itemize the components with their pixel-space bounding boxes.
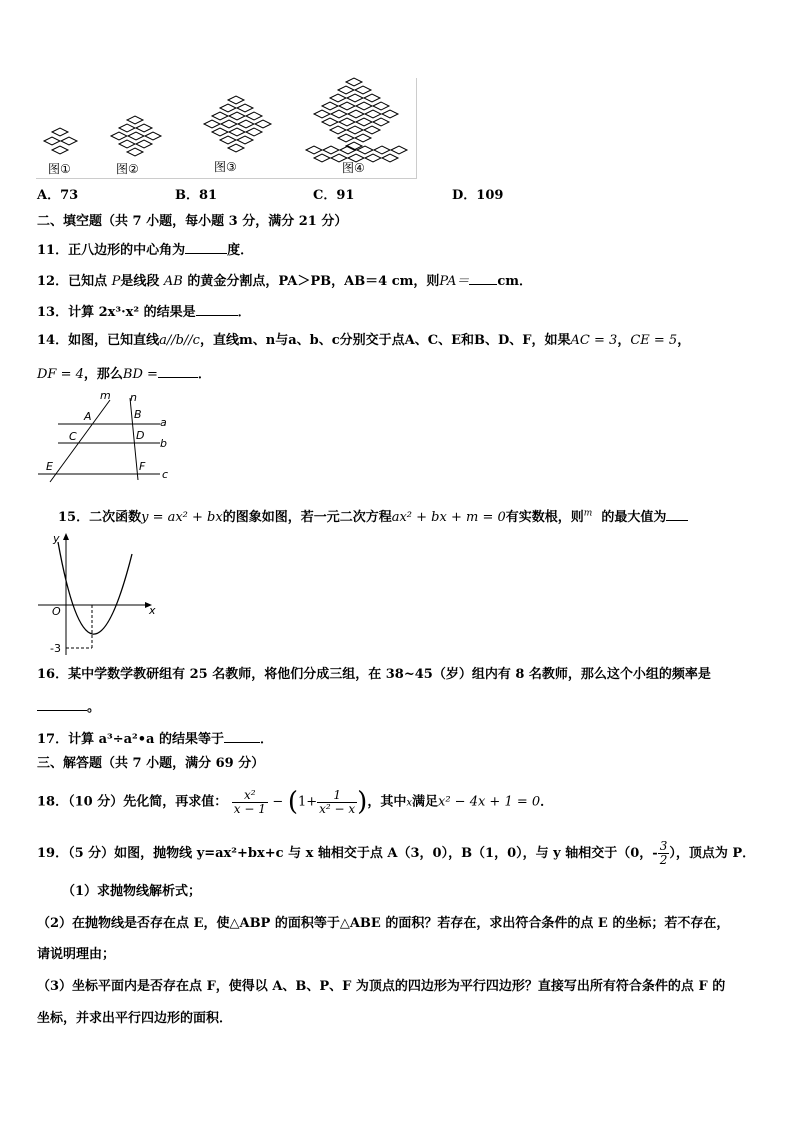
fig3-diamond-1-1 — [237, 104, 253, 112]
question-19-part2-line2: 请说明理由； — [37, 947, 116, 962]
option-c: C．91 — [313, 188, 355, 203]
label-B: B — [134, 408, 142, 421]
fig4-diamond-6-0 — [330, 126, 346, 134]
label-m: m — [100, 389, 111, 402]
question-19: 19．（5 分）如图，抛物线 y=ax²+bx+c 与 x 轴相交于点 A（3，0），B（1，0），与 y 轴相交于（0，- $\frac{3}{2}$ ），顶点为 P． — [37, 839, 756, 867]
fig2-diamond-3-0 — [119, 140, 135, 148]
fig4-diamond-x1-3 — [365, 154, 381, 162]
fig4-diamond-3-0 — [322, 102, 338, 110]
question-11: 11．正八边形的中心角为 度． — [37, 243, 254, 258]
fig4-diamond-1-0 — [338, 86, 354, 94]
label-C: C — [69, 430, 77, 443]
section-3-heading: 三、解答题（共 7 小题，满分 69 分） — [37, 756, 265, 771]
question-15: 15．二次函数y = ax² + bx的图象如图，若一元二次方程ax² + bx + m = 0有实数根，则$^m$ 的最大值为 — [58, 508, 688, 524]
fig4-diamond-3-2 — [356, 102, 372, 110]
label-x: x — [149, 604, 156, 617]
fig3-diamond-6-0 — [228, 144, 244, 152]
fraction-3-over-2: $\frac{3}{2}$ — [659, 839, 668, 867]
fig4-diamond-x0-0 — [306, 146, 322, 154]
fig4-diamond-3-3 — [373, 102, 389, 110]
label-c: c — [162, 468, 169, 481]
fig4-diamond-5-1 — [339, 118, 355, 126]
fig3-diamond-2-2 — [246, 112, 262, 120]
parabola-figure — [34, 530, 164, 658]
figure-label-4: 图④ — [342, 161, 365, 175]
question-19-part3-line2: 坐标，并求出平行四边形的面积． — [37, 1011, 233, 1026]
fig3-diamond-3-1 — [221, 120, 237, 128]
question-18: 18．（10 分）先化简，再求值： $\frac{\text{x²}}{x - 1}$ − (1+ $\frac{1}{\text{x² − x}}$ )，其中x满足x² − 4x + 1 = 0． — [37, 787, 554, 817]
option-b: B．81 — [175, 188, 218, 203]
label-F: F — [139, 460, 146, 473]
fig2-diamond-0-0 — [127, 116, 143, 124]
question-16-blank: 。 — [37, 698, 100, 714]
fig4-diamond-6-2 — [364, 126, 380, 134]
fig4-diamond-4-0 — [314, 110, 330, 118]
question-19-part3-line1: （3）坐标平面内是否存在点 F，使得以 A、B、P、F 为顶点的四边形为平行四边形？直接写出所有符合条件的点 F 的 — [37, 979, 726, 994]
fig4-diamond-x0-1 — [323, 146, 339, 154]
fig4-diamond-x0-5 — [391, 146, 407, 154]
fig4-diamond-2-1 — [347, 94, 363, 102]
fig1-diamond-2-0 — [52, 146, 68, 154]
label-A: A — [84, 410, 92, 423]
fig4-diamond-1-1 — [355, 86, 371, 94]
fig4-diamond-x0-4 — [374, 146, 390, 154]
pattern-figure — [36, 78, 417, 179]
fig4-diamond-6-1 — [347, 126, 363, 134]
fig1-diamond-1-1 — [61, 137, 77, 145]
question-12: 12．已知点 P是线段 AB 的黄金分割点，PA＞PB，AB＝4 cm，则PA＝ cm． — [37, 274, 533, 289]
fig3-diamond-3-0 — [204, 120, 220, 128]
figure-label-2: 图② — [116, 162, 139, 176]
fig4-diamond-4-1 — [331, 110, 347, 118]
fig4-diamond-2-0 — [330, 94, 346, 102]
y-axis-arrow-icon — [63, 533, 69, 540]
fig2-diamond-2-2 — [145, 132, 161, 140]
question-16: 16．某中学数学教研组有 25 名教师，将他们分成三组，在 38~45（岁）组内有 8 名教师，那么这个小组的频率是 — [37, 667, 711, 682]
fig3-diamond-4-0 — [212, 128, 228, 136]
fig4-diamond-x1-4 — [382, 154, 398, 162]
fig4-diamond-4-3 — [365, 110, 381, 118]
fig2-diamond-1-0 — [119, 124, 135, 132]
fig4-diamond-7-0 — [338, 134, 354, 142]
question-14-line1: 14．如图，已知直线a//b//c，直线m、n与a、b、c分别交于点A、C、E和B、D、F，如果AC = 3，CE = 5， — [37, 333, 691, 348]
fig4-diamond-5-3 — [373, 118, 389, 126]
question-19-part2-line1: （2）在抛物线是否存在点 E，使△ABP 的面积等于△ABE 的面积？若存在，求出符合条件的点 E 的坐标；若不存在， — [37, 916, 730, 931]
section-2-heading: 二、填空题（共 7 小题，每小题 3 分，满分 21 分） — [37, 214, 348, 229]
label-y: y — [53, 532, 60, 545]
fraction-2: $\frac{1}{\text{x² − x}}$ — [319, 787, 356, 816]
option-a: A．73 — [37, 188, 79, 203]
fig2-diamond-2-0 — [111, 132, 127, 140]
fig2-diamond-3-1 — [136, 140, 152, 148]
fig2-diamond-1-1 — [136, 124, 152, 132]
parabola-curve — [58, 542, 132, 634]
label-b: b — [160, 437, 167, 450]
label-origin: O — [52, 605, 61, 618]
fig3-diamond-2-1 — [229, 112, 245, 120]
option-d: D．109 — [452, 188, 504, 203]
fig4-diamond-4-4 — [382, 110, 398, 118]
label-D: D — [136, 429, 145, 442]
figure-label-1: 图① — [48, 162, 71, 176]
fig4-diamond-5-0 — [322, 118, 338, 126]
fig4-diamond-5-2 — [356, 118, 372, 126]
fig3-diamond-2-0 — [212, 112, 228, 120]
fig3-diamond-1-0 — [220, 104, 236, 112]
fraction-1: $\frac{\text{x²}}{x - 1}$ — [233, 787, 266, 816]
fig3-diamond-3-3 — [255, 120, 271, 128]
label-a: a — [160, 416, 167, 429]
question-13: 13．计算 2x³·x² 的结果是 ． — [37, 305, 251, 320]
fig3-diamond-4-2 — [246, 128, 262, 136]
fig3-diamond-0-0 — [228, 96, 244, 104]
fig4-diamond-2-2 — [364, 94, 380, 102]
fig4-diamond-3-1 — [339, 102, 355, 110]
line-m — [50, 400, 110, 482]
fig4-diamond-4-2 — [348, 110, 364, 118]
fig2-diamond-2-1 — [128, 132, 144, 140]
fig4-diamond-0-0 — [346, 78, 362, 86]
parallel-lines-figure — [36, 390, 176, 482]
label-n: n — [130, 391, 137, 404]
fig4-diamond-x1-0 — [314, 154, 330, 162]
question-19-part1: （1）求抛物线解析式； — [62, 884, 202, 899]
fig3-diamond-3-2 — [238, 120, 254, 128]
question-14-line2: DF = 4，那么BD = ． — [37, 367, 211, 382]
label-E: E — [46, 460, 53, 473]
fig3-diamond-5-0 — [220, 136, 236, 144]
question-17: 17．计算 a³÷a²•a 的结果等于 ． — [37, 732, 274, 747]
fig4-diamond-7-1 — [355, 134, 371, 142]
label-minus-3: -3 — [50, 642, 61, 655]
fig3-diamond-4-1 — [229, 128, 245, 136]
fig3-diamond-5-1 — [237, 136, 253, 144]
fig1-diamond-1-0 — [44, 137, 60, 145]
figure-label-3: 图③ — [214, 160, 237, 174]
fig2-diamond-4-0 — [127, 148, 143, 156]
fig1-diamond-0-0 — [52, 128, 68, 136]
